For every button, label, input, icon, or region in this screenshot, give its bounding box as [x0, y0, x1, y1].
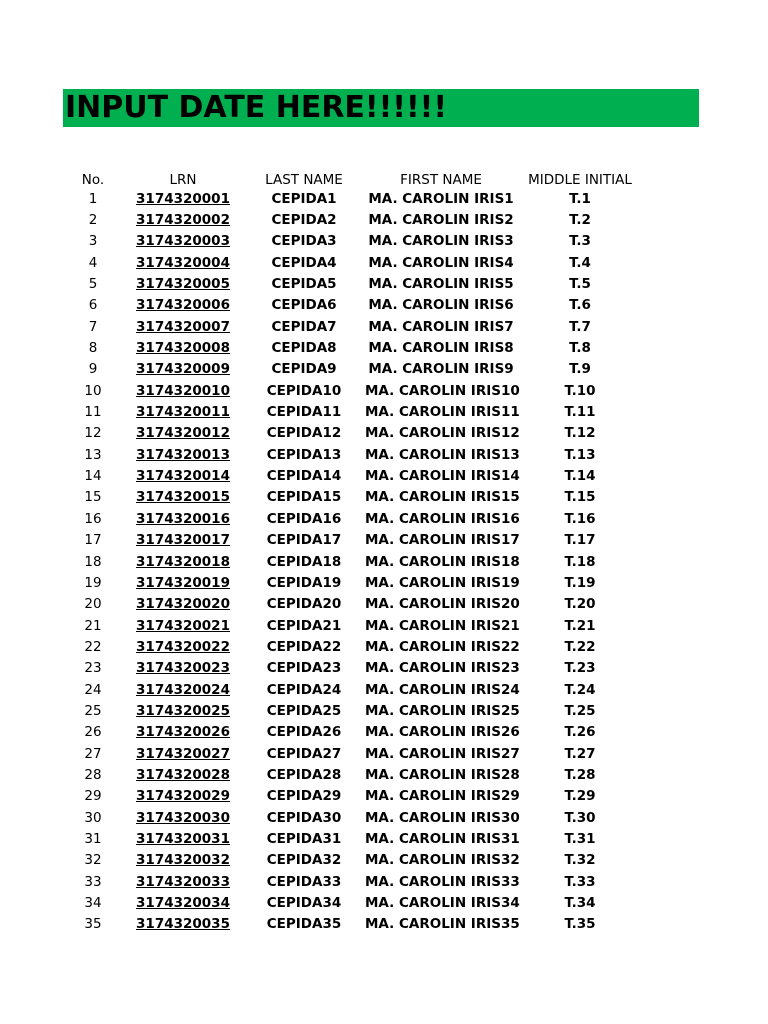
cell-middle-initial: T.9 [569, 361, 591, 378]
table-row [63, 636, 643, 657]
table-row [63, 401, 643, 422]
cell-first-name: MA. CAROLIN IRIS12 [365, 425, 520, 442]
cell-first-name: MA. CAROLIN IRIS1 [368, 190, 514, 207]
cell-last-name: CEPIDA13 [266, 446, 342, 463]
table-row [63, 316, 643, 337]
table-row [63, 380, 643, 401]
cell-no: 3 [88, 233, 98, 250]
cell-first-name: MA. CAROLIN IRIS35 [365, 916, 520, 933]
header-no: No. [81, 172, 105, 188]
cell-first-name: MA. CAROLIN IRIS26 [365, 724, 520, 741]
cell-lrn: 3174320003 [136, 233, 230, 250]
cell-no: 27 [84, 745, 102, 762]
cell-no: 31 [84, 830, 102, 847]
cell-lrn: 3174320029 [136, 788, 230, 805]
cell-middle-initial: T.17 [564, 532, 596, 549]
cell-middle-initial: T.19 [564, 574, 596, 591]
cell-no: 25 [84, 702, 102, 719]
cell-lrn: 3174320011 [136, 404, 230, 421]
cell-middle-initial: T.6 [569, 297, 591, 314]
cell-middle-initial: T.15 [564, 489, 596, 506]
table-row [63, 487, 643, 508]
cell-middle-initial: T.33 [564, 873, 596, 890]
cell-middle-initial: T.18 [564, 553, 596, 570]
cell-last-name: CEPIDA11 [266, 404, 342, 421]
cell-middle-initial: T.7 [569, 318, 591, 335]
header-middle-initial: MIDDLE INITIAL [528, 172, 632, 188]
table-row [63, 892, 643, 913]
cell-middle-initial: T.1 [569, 190, 591, 207]
cell-no: 6 [88, 297, 98, 314]
cell-no: 1 [88, 190, 98, 207]
cell-no: 15 [84, 489, 102, 506]
table-row [63, 337, 643, 358]
cell-last-name: CEPIDA4 [271, 254, 337, 271]
cell-last-name: CEPIDA28 [266, 766, 342, 783]
cell-first-name: MA. CAROLIN IRIS15 [365, 489, 520, 506]
table-row [63, 594, 643, 615]
table-row [63, 807, 643, 828]
cell-middle-initial: T.30 [564, 809, 596, 826]
cell-no: 28 [84, 766, 102, 783]
cell-middle-initial: T.12 [564, 425, 596, 442]
cell-middle-initial: T.24 [564, 681, 596, 698]
cell-no: 4 [88, 254, 98, 271]
table-row [63, 786, 643, 807]
cell-first-name: MA. CAROLIN IRIS8 [368, 340, 514, 357]
cell-no: 14 [84, 468, 102, 485]
cell-lrn: 3174320024 [136, 681, 230, 698]
cell-lrn: 3174320017 [136, 532, 230, 549]
table-header [63, 167, 643, 188]
table-row [63, 508, 643, 529]
cell-last-name: CEPIDA8 [271, 340, 337, 357]
table-row [63, 828, 643, 849]
cell-middle-initial: T.16 [564, 510, 596, 527]
cell-lrn: 3174320008 [136, 340, 230, 357]
cell-middle-initial: T.10 [564, 382, 596, 399]
cell-lrn: 3174320033 [136, 873, 230, 890]
table-row [63, 850, 643, 871]
cell-no: 5 [88, 276, 98, 293]
cell-lrn: 3174320009 [136, 361, 230, 378]
cell-last-name: CEPIDA22 [266, 638, 342, 655]
cell-first-name: MA. CAROLIN IRIS9 [368, 361, 514, 378]
table-row [63, 231, 643, 252]
cell-lrn: 3174320020 [136, 596, 230, 613]
cell-no: 33 [84, 873, 102, 890]
student-roster-table [63, 167, 643, 935]
cell-lrn: 3174320016 [136, 510, 230, 527]
cell-no: 13 [84, 446, 102, 463]
cell-first-name: MA. CAROLIN IRIS19 [365, 574, 520, 591]
cell-first-name: MA. CAROLIN IRIS32 [365, 852, 520, 869]
cell-no: 9 [88, 361, 98, 378]
table-row [63, 871, 643, 892]
cell-first-name: MA. CAROLIN IRIS22 [365, 638, 520, 655]
cell-no: 16 [84, 510, 102, 527]
table-row [63, 423, 643, 444]
cell-first-name: MA. CAROLIN IRIS31 [365, 830, 520, 847]
table-row [63, 295, 643, 316]
cell-first-name: MA. CAROLIN IRIS18 [365, 553, 520, 570]
cell-last-name: CEPIDA29 [266, 788, 342, 805]
cell-lrn: 3174320030 [136, 809, 230, 826]
cell-no: 11 [84, 404, 102, 421]
table-body [63, 188, 643, 935]
cell-no: 20 [84, 596, 102, 613]
cell-first-name: MA. CAROLIN IRIS30 [365, 809, 520, 826]
cell-lrn: 3174320028 [136, 766, 230, 783]
cell-no: 26 [84, 724, 102, 741]
cell-middle-initial: T.25 [564, 702, 596, 719]
cell-lrn: 3174320007 [136, 318, 230, 335]
cell-first-name: MA. CAROLIN IRIS20 [365, 596, 520, 613]
cell-first-name: MA. CAROLIN IRIS27 [365, 745, 520, 762]
table-row [63, 615, 643, 636]
cell-lrn: 3174320019 [136, 574, 230, 591]
cell-middle-initial: T.34 [564, 895, 596, 912]
cell-lrn: 3174320025 [136, 702, 230, 719]
cell-last-name: CEPIDA17 [266, 532, 342, 549]
cell-lrn: 3174320004 [136, 254, 230, 271]
cell-lrn: 3174320034 [136, 895, 230, 912]
cell-lrn: 3174320006 [136, 297, 230, 314]
cell-no: 8 [88, 340, 98, 357]
cell-last-name: CEPIDA25 [266, 702, 342, 719]
cell-last-name: CEPIDA3 [271, 233, 337, 250]
cell-lrn: 3174320022 [136, 638, 230, 655]
cell-middle-initial: T.3 [569, 233, 591, 250]
cell-lrn: 3174320018 [136, 553, 230, 570]
cell-middle-initial: T.31 [564, 830, 596, 847]
cell-last-name: CEPIDA2 [271, 212, 337, 229]
cell-last-name: CEPIDA9 [271, 361, 337, 378]
cell-no: 7 [88, 318, 98, 335]
cell-middle-initial: T.5 [569, 276, 591, 293]
cell-first-name: MA. CAROLIN IRIS23 [365, 660, 520, 677]
cell-lrn: 3174320027 [136, 745, 230, 762]
cell-last-name: CEPIDA21 [266, 617, 342, 634]
header-last-name: LAST NAME [265, 172, 343, 188]
cell-lrn: 3174320023 [136, 660, 230, 677]
cell-last-name: CEPIDA16 [266, 510, 342, 527]
cell-lrn: 3174320032 [136, 852, 230, 869]
cell-middle-initial: T.29 [564, 788, 596, 805]
cell-no: 12 [84, 425, 102, 442]
table-row [63, 359, 643, 380]
cell-lrn: 3174320001 [136, 190, 230, 207]
cell-last-name: CEPIDA35 [266, 916, 342, 933]
cell-first-name: MA. CAROLIN IRIS10 [365, 382, 520, 399]
cell-last-name: CEPIDA30 [266, 809, 342, 826]
cell-middle-initial: T.4 [569, 254, 591, 271]
header-row [63, 167, 643, 188]
cell-lrn: 3174320026 [136, 724, 230, 741]
cell-first-name: MA. CAROLIN IRIS7 [368, 318, 514, 335]
cell-lrn: 3174320012 [136, 425, 230, 442]
cell-middle-initial: T.28 [564, 766, 596, 783]
cell-no: 35 [84, 916, 102, 933]
cell-lrn: 3174320035 [136, 916, 230, 933]
cell-last-name: CEPIDA5 [271, 276, 337, 293]
cell-last-name: CEPIDA31 [266, 830, 342, 847]
cell-first-name: MA. CAROLIN IRIS14 [365, 468, 520, 485]
cell-first-name: MA. CAROLIN IRIS17 [365, 532, 520, 549]
cell-no: 22 [84, 638, 102, 655]
cell-last-name: CEPIDA6 [271, 297, 337, 314]
cell-first-name: MA. CAROLIN IRIS33 [365, 873, 520, 890]
cell-last-name: CEPIDA1 [271, 190, 337, 207]
cell-middle-initial: T.8 [569, 340, 591, 357]
cell-lrn: 3174320015 [136, 489, 230, 506]
table-row [63, 209, 643, 230]
table-row [63, 465, 643, 486]
banner-title: INPUT DATE HERE!!!!!! [65, 90, 448, 125]
cell-last-name: CEPIDA7 [271, 318, 337, 335]
cell-lrn: 3174320002 [136, 212, 230, 229]
cell-middle-initial: T.35 [564, 916, 596, 933]
cell-lrn: 3174320031 [136, 830, 230, 847]
cell-no: 19 [84, 574, 102, 591]
cell-first-name: MA. CAROLIN IRIS2 [368, 212, 514, 229]
cell-first-name: MA. CAROLIN IRIS3 [368, 233, 514, 250]
cell-last-name: CEPIDA24 [266, 681, 342, 698]
cell-no: 24 [84, 681, 102, 698]
cell-last-name: CEPIDA27 [266, 745, 342, 762]
cell-first-name: MA. CAROLIN IRIS16 [365, 510, 520, 527]
cell-no: 30 [84, 809, 102, 826]
cell-last-name: CEPIDA14 [266, 468, 342, 485]
cell-middle-initial: T.11 [564, 404, 596, 421]
cell-middle-initial: T.14 [564, 468, 596, 485]
cell-middle-initial: T.32 [564, 852, 596, 869]
cell-no: 34 [84, 895, 102, 912]
table-row [63, 444, 643, 465]
header-first-name: FIRST NAME [400, 172, 482, 188]
cell-first-name: MA. CAROLIN IRIS11 [365, 404, 520, 421]
cell-last-name: CEPIDA15 [266, 489, 342, 506]
cell-lrn: 3174320014 [136, 468, 230, 485]
cell-last-name: CEPIDA34 [266, 895, 342, 912]
table-row [63, 679, 643, 700]
cell-lrn: 3174320005 [136, 276, 230, 293]
cell-middle-initial: T.21 [564, 617, 596, 634]
table-row [63, 252, 643, 273]
table-row [63, 743, 643, 764]
cell-lrn: 3174320010 [136, 382, 230, 399]
cell-no: 2 [88, 212, 98, 229]
table-row [63, 188, 643, 209]
cell-first-name: MA. CAROLIN IRIS6 [368, 297, 514, 314]
cell-first-name: MA. CAROLIN IRIS5 [368, 276, 514, 293]
cell-last-name: CEPIDA12 [266, 425, 342, 442]
table-row [63, 764, 643, 785]
table-row [63, 551, 643, 572]
cell-last-name: CEPIDA20 [266, 596, 342, 613]
table-row [63, 273, 643, 294]
table-row [63, 700, 643, 721]
cell-middle-initial: T.27 [564, 745, 596, 762]
cell-first-name: MA. CAROLIN IRIS34 [365, 895, 520, 912]
cell-first-name: MA. CAROLIN IRIS28 [365, 766, 520, 783]
cell-no: 21 [84, 617, 102, 634]
cell-no: 17 [84, 532, 102, 549]
cell-no: 10 [84, 382, 102, 399]
cell-first-name: MA. CAROLIN IRIS13 [365, 446, 520, 463]
cell-first-name: MA. CAROLIN IRIS25 [365, 702, 520, 719]
cell-last-name: CEPIDA19 [266, 574, 342, 591]
header-lrn: LRN [169, 172, 197, 188]
cell-no: 32 [84, 852, 102, 869]
cell-last-name: CEPIDA18 [266, 553, 342, 570]
table-row [63, 572, 643, 593]
cell-lrn: 3174320013 [136, 446, 230, 463]
table-row [63, 530, 643, 551]
cell-last-name: CEPIDA26 [266, 724, 342, 741]
cell-no: 23 [84, 660, 102, 677]
cell-lrn: 3174320021 [136, 617, 230, 634]
table-row [63, 722, 643, 743]
cell-first-name: MA. CAROLIN IRIS29 [365, 788, 520, 805]
cell-middle-initial: T.23 [564, 660, 596, 677]
cell-middle-initial: T.13 [564, 446, 596, 463]
table-row [63, 658, 643, 679]
cell-no: 18 [84, 553, 102, 570]
cell-last-name: CEPIDA32 [266, 852, 342, 869]
cell-first-name: MA. CAROLIN IRIS24 [365, 681, 520, 698]
cell-middle-initial: T.22 [564, 638, 596, 655]
input-date-banner [63, 89, 699, 127]
cell-last-name: CEPIDA23 [266, 660, 342, 677]
table-row [63, 914, 643, 935]
cell-first-name: MA. CAROLIN IRIS21 [365, 617, 520, 634]
cell-middle-initial: T.2 [569, 212, 591, 229]
cell-middle-initial: T.20 [564, 596, 596, 613]
cell-no: 29 [84, 788, 102, 805]
cell-last-name: CEPIDA33 [266, 873, 342, 890]
cell-last-name: CEPIDA10 [266, 382, 342, 399]
cell-first-name: MA. CAROLIN IRIS4 [368, 254, 514, 271]
cell-middle-initial: T.26 [564, 724, 596, 741]
